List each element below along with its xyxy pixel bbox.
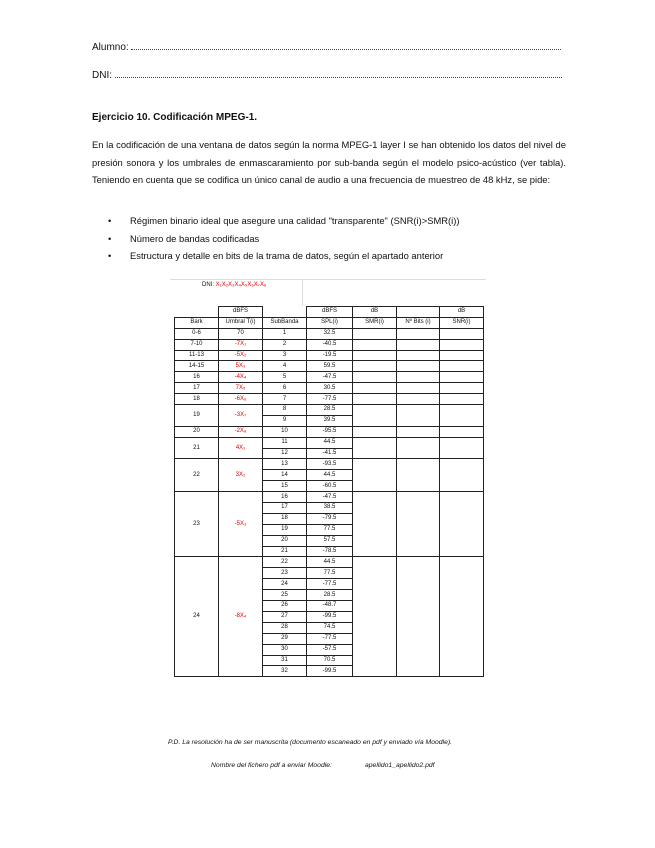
sheet-gridline xyxy=(170,279,486,280)
umbral-cell: 5X₃ xyxy=(219,361,263,372)
subband-cell: 20 xyxy=(263,535,307,546)
column-header: SNR(i) xyxy=(440,317,484,328)
exercise-bullets xyxy=(108,212,459,265)
column-header: Umbral T(i) xyxy=(219,317,263,328)
table-row xyxy=(175,437,484,448)
column-header: Nº Bits (i) xyxy=(397,317,440,328)
subband-cell: 11 xyxy=(263,437,307,448)
table-row xyxy=(175,350,484,361)
bits-cell xyxy=(397,350,440,361)
bark-cell: 19 xyxy=(175,405,219,427)
spl-cell: -79.5 xyxy=(307,513,353,524)
umbral-cell: 4X₁ xyxy=(219,437,263,459)
footer-file-label: Nombre del fichero pdf a enviar Moodle: xyxy=(211,762,332,769)
column-header: SMR(i) xyxy=(353,317,397,328)
subband-cell: 9 xyxy=(263,415,307,426)
subband-cell: 14 xyxy=(263,470,307,481)
bark-cell: 17 xyxy=(175,383,219,394)
bullet-item: • Régimen binario ideal que asegure una calidad "transparente" (SNR(i)>SMR(i)) xyxy=(108,212,459,230)
smr-cell xyxy=(353,350,397,361)
masking-table xyxy=(174,306,484,677)
bits-cell xyxy=(397,328,440,339)
snr-cell xyxy=(440,394,484,405)
spl-cell: -77.5 xyxy=(307,633,353,644)
subband-cell: 22 xyxy=(263,557,307,568)
spl-cell: 74.5 xyxy=(307,622,353,633)
snr-cell xyxy=(440,405,484,427)
subband-cell: 3 xyxy=(263,350,307,361)
alumno-label: Alumno: xyxy=(92,42,129,53)
table-row xyxy=(175,459,484,470)
bark-cell: 23 xyxy=(175,492,219,557)
bullet-item: • Número de bandas codificadas xyxy=(108,230,459,248)
unit-empty xyxy=(397,307,440,318)
table-row xyxy=(175,426,484,437)
bark-cell: 7-10 xyxy=(175,339,219,350)
umbral-cell: -5X₂ xyxy=(219,350,263,361)
bits-cell xyxy=(397,372,440,383)
subband-cell: 17 xyxy=(263,503,307,514)
table-row xyxy=(175,557,484,568)
dni-line xyxy=(92,69,562,81)
table-row xyxy=(175,405,484,416)
snr-cell xyxy=(440,426,484,437)
column-header: SPL(i) xyxy=(307,317,353,328)
spl-cell: 59.5 xyxy=(307,361,353,372)
umbral-cell: 70 xyxy=(219,328,263,339)
subband-cell: 28 xyxy=(263,622,307,633)
spl-cell: 39.5 xyxy=(307,415,353,426)
bits-cell xyxy=(397,459,440,492)
subband-cell: 32 xyxy=(263,666,307,677)
sheet-gridline xyxy=(302,279,303,306)
spl-cell: 44.5 xyxy=(307,437,353,448)
column-header: SubBanda xyxy=(263,317,307,328)
spl-cell: -77.5 xyxy=(307,394,353,405)
smr-cell xyxy=(353,557,397,677)
spl-cell: -48.7 xyxy=(307,601,353,612)
bits-cell xyxy=(397,405,440,427)
spl-cell: 28.5 xyxy=(307,405,353,416)
alumno-blank xyxy=(131,41,561,50)
subband-cell: 5 xyxy=(263,372,307,383)
unit-cell: dB xyxy=(353,307,397,318)
subband-cell: 19 xyxy=(263,524,307,535)
subband-cell: 29 xyxy=(263,633,307,644)
umbral-cell: -5X₃ xyxy=(219,492,263,557)
snr-cell xyxy=(440,557,484,677)
table-row xyxy=(175,328,484,339)
spl-cell: -95.5 xyxy=(307,426,353,437)
dni-label: DNI: xyxy=(92,70,112,81)
bits-cell xyxy=(397,426,440,437)
smr-cell xyxy=(353,459,397,492)
umbral-cell: 7X₅ xyxy=(219,383,263,394)
spl-cell: 44.5 xyxy=(307,557,353,568)
bark-cell: 18 xyxy=(175,394,219,405)
bark-cell: 0-6 xyxy=(175,328,219,339)
subband-cell: 16 xyxy=(263,492,307,503)
smr-cell xyxy=(353,437,397,459)
dni-blank xyxy=(115,69,562,78)
subband-cell: 12 xyxy=(263,448,307,459)
umbral-cell: -7X₁ xyxy=(219,339,263,350)
subband-cell: 6 xyxy=(263,383,307,394)
smr-cell xyxy=(353,339,397,350)
smr-cell xyxy=(353,426,397,437)
umbral-cell: -2X₈ xyxy=(219,426,263,437)
spl-cell: 70.5 xyxy=(307,655,353,666)
unit-cell: dBFS xyxy=(219,307,263,318)
table-row xyxy=(175,383,484,394)
unit-cell: dB xyxy=(440,307,484,318)
table-row xyxy=(175,372,484,383)
bits-cell xyxy=(397,394,440,405)
spl-cell: 30.5 xyxy=(307,383,353,394)
bits-cell xyxy=(397,361,440,372)
bits-cell xyxy=(397,339,440,350)
subband-cell: 13 xyxy=(263,459,307,470)
bark-cell: 21 xyxy=(175,437,219,459)
umbral-cell: -3X₇ xyxy=(219,405,263,427)
spl-cell: 57.5 xyxy=(307,535,353,546)
subband-cell: 27 xyxy=(263,611,307,622)
unit-empty xyxy=(263,307,307,318)
exercise-paragraph: En la codificación de una ventana de datos según la norma MPEG-1 layer I se han obtenido los datos del nivel de presión sonora y los umbrales de enmascaramiento por sub-banda según el modelo psico-acústico (ver tabla). Teniendo en cuenta que se codifica un único canal de audio a una frecuencia de muestreo de 48 kHz, se pide: xyxy=(92,139,566,186)
bullet-item: • Estructura y detalle en bits de la trama de datos, según el apartado anterior xyxy=(108,247,459,265)
subband-cell: 15 xyxy=(263,481,307,492)
spl-cell: -57.5 xyxy=(307,644,353,655)
snr-cell xyxy=(440,492,484,557)
snr-cell xyxy=(440,383,484,394)
footer-note: P.D. La resolución ha de ser manuscrita (documento escaneado en pdf y enviado vía Moodle). xyxy=(168,739,453,746)
snr-cell xyxy=(440,437,484,459)
table-row xyxy=(175,394,484,405)
bark-cell: 16 xyxy=(175,372,219,383)
spl-cell: 77.5 xyxy=(307,524,353,535)
snr-cell xyxy=(440,361,484,372)
table-dni-label: DNI: xyxy=(202,282,214,288)
spl-cell: 44.5 xyxy=(307,470,353,481)
subband-cell: 1 xyxy=(263,328,307,339)
table-row xyxy=(175,339,484,350)
spl-cell: -60.5 xyxy=(307,481,353,492)
spl-cell: -19.5 xyxy=(307,350,353,361)
smr-cell xyxy=(353,383,397,394)
umbral-cell: -8X₄ xyxy=(219,557,263,677)
data-sheet xyxy=(170,279,486,697)
subband-cell: 8 xyxy=(263,405,307,416)
bits-cell xyxy=(397,383,440,394)
smr-cell xyxy=(353,361,397,372)
bits-cell xyxy=(397,492,440,557)
bark-cell: 24 xyxy=(175,557,219,677)
smr-cell xyxy=(353,405,397,427)
spl-cell: 32.5 xyxy=(307,328,353,339)
subband-cell: 26 xyxy=(263,601,307,612)
subband-cell: 18 xyxy=(263,513,307,524)
unit-cell: dBFS xyxy=(307,307,353,318)
snr-cell xyxy=(440,339,484,350)
smr-cell xyxy=(353,372,397,383)
spl-cell: 28.5 xyxy=(307,590,353,601)
spl-cell: -78.5 xyxy=(307,546,353,557)
smr-cell xyxy=(353,492,397,557)
subband-cell: 7 xyxy=(263,394,307,405)
smr-cell xyxy=(353,328,397,339)
bark-cell: 11-13 xyxy=(175,350,219,361)
table-row xyxy=(175,492,484,503)
spl-cell: -99.5 xyxy=(307,611,353,622)
bark-cell: 22 xyxy=(175,459,219,492)
spl-cell: -41.5 xyxy=(307,448,353,459)
table-dni xyxy=(202,282,266,288)
spl-cell: -93.5 xyxy=(307,459,353,470)
spl-cell: 77.5 xyxy=(307,568,353,579)
spl-cell: -77.5 xyxy=(307,579,353,590)
footer-file-name: apellido1_apellido2.pdf xyxy=(365,762,435,769)
smr-cell xyxy=(353,394,397,405)
units-row xyxy=(175,307,484,318)
exercise-title: Ejercicio 10. Codificación MPEG-1. xyxy=(92,112,258,123)
subband-cell: 10 xyxy=(263,426,307,437)
spl-cell: -47.5 xyxy=(307,372,353,383)
snr-cell xyxy=(440,328,484,339)
snr-cell xyxy=(440,350,484,361)
subband-cell: 2 xyxy=(263,339,307,350)
alumno-line xyxy=(92,41,561,53)
subband-cell: 4 xyxy=(263,361,307,372)
subband-cell: 23 xyxy=(263,568,307,579)
umbral-cell: -4X₄ xyxy=(219,372,263,383)
subband-cell: 31 xyxy=(263,655,307,666)
umbral-cell: 3X₂ xyxy=(219,459,263,492)
column-header: Bark xyxy=(175,317,219,328)
unit-empty xyxy=(175,307,219,318)
spl-cell: 38.5 xyxy=(307,503,353,514)
table-dni-digits: X₁X₂X₃X₄X₅X₆X₇X₈ xyxy=(215,282,267,288)
snr-cell xyxy=(440,459,484,492)
bark-cell: 20 xyxy=(175,426,219,437)
subband-cell: 24 xyxy=(263,579,307,590)
column-header-row xyxy=(175,317,484,328)
spl-cell: -40.5 xyxy=(307,339,353,350)
subband-cell: 30 xyxy=(263,644,307,655)
bits-cell xyxy=(397,557,440,677)
snr-cell xyxy=(440,372,484,383)
subband-cell: 21 xyxy=(263,546,307,557)
bark-cell: 14-15 xyxy=(175,361,219,372)
table-row xyxy=(175,361,484,372)
spl-cell: -47.5 xyxy=(307,492,353,503)
subband-cell: 25 xyxy=(263,590,307,601)
bits-cell xyxy=(397,437,440,459)
spl-cell: -99.5 xyxy=(307,666,353,677)
umbral-cell: -6X₆ xyxy=(219,394,263,405)
